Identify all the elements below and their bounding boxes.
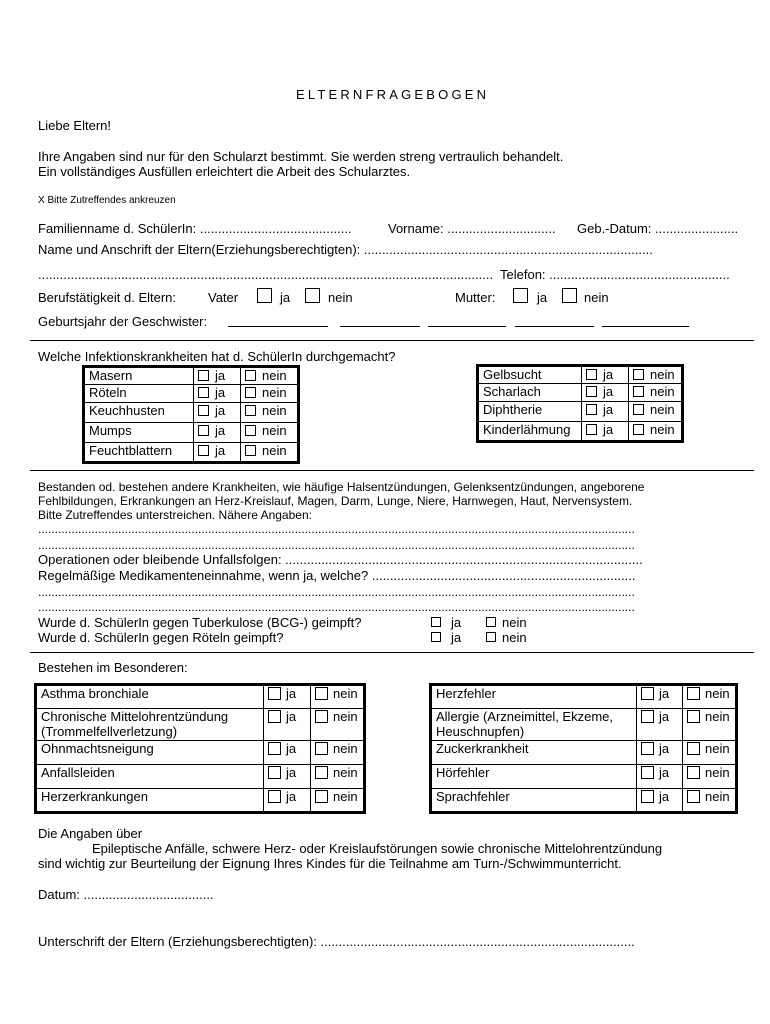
condition-name: Sprachfehler — [431, 789, 637, 813]
checkbox-icon[interactable] — [268, 790, 281, 803]
medication-field[interactable]: Regelmäßige Medikamenteneinnahme, wenn ja, welche? ......................................................................... — [38, 568, 636, 583]
diseases-dots-3[interactable]: ................................................................................................................................................................................... — [38, 585, 635, 599]
condition-name: Herzfehler — [431, 685, 637, 709]
father-yes-checkbox[interactable] — [257, 288, 272, 303]
sibling-line-1[interactable] — [228, 326, 328, 327]
condition-name: Hörfehler — [431, 765, 637, 789]
parents-address-field[interactable]: Name und Anschrift der Eltern(Erziehungsberechtigten): ................................................................................ — [38, 242, 653, 257]
divider — [30, 470, 754, 471]
checkbox-icon[interactable] — [586, 369, 597, 380]
infection-name: Mumps — [84, 423, 194, 443]
checkbox-icon[interactable] — [633, 386, 644, 397]
infection-table-right: Gelbsucht ja nein Scharlach ja nein Diphtherie ja nein Kinderlähmung ja nein — [476, 364, 684, 443]
checkbox-icon[interactable] — [687, 766, 700, 779]
checkbox-icon[interactable] — [198, 387, 209, 398]
checkbox-icon[interactable] — [268, 687, 281, 700]
tb-question: Wurde d. SchülerIn gegen Tuberkulose (BCG-) geimpft? — [38, 615, 362, 630]
checkbox-icon[interactable] — [641, 687, 654, 700]
sibling-line-4[interactable] — [515, 326, 594, 327]
checkbox-icon[interactable] — [268, 742, 281, 755]
infection-name: Diphtherie — [478, 402, 582, 422]
diseases-dots-1[interactable]: ................................................................................................................................................................................... — [38, 522, 635, 536]
checkbox-icon[interactable] — [315, 710, 328, 723]
footer-line-3: sind wichtig zur Beurteilung der Eignung Ihres Kindes für die Teilnahme am Turn-/Schwimmunterricht. — [38, 856, 622, 871]
rubella-no-checkbox[interactable] — [486, 632, 496, 642]
checkbox-icon[interactable] — [641, 742, 654, 755]
checkbox-icon[interactable] — [633, 424, 644, 435]
infection-name: Feuchtblattern — [84, 443, 194, 463]
infection-name: Gelbsucht — [478, 366, 582, 384]
mother-yes-checkbox[interactable] — [513, 288, 528, 303]
checkbox-icon[interactable] — [245, 405, 256, 416]
checkbox-icon[interactable] — [245, 425, 256, 436]
intro-line-2: Ein vollständiges Ausfüllen erleichtert die Arbeit des Schularztes. — [38, 164, 411, 179]
checkbox-icon[interactable] — [315, 742, 328, 755]
checkbox-icon[interactable] — [586, 424, 597, 435]
diseases-line-2: Fehlbildungen, Erkrankungen an Herz-Kreislauf, Magen, Darm, Lunge, Niere, Harnwegen, Haut, Nervensystem. — [38, 494, 633, 508]
infection-name: Keuchhusten — [84, 403, 194, 423]
birth-date-field[interactable]: Geb.-Datum: ....................... — [577, 221, 739, 236]
rubella-yes-checkbox[interactable] — [431, 632, 441, 642]
mother-no-checkbox[interactable] — [562, 288, 577, 303]
mother-label: Mutter: — [455, 290, 496, 305]
diseases-line-3: Bitte Zutreffendes unterstreichen. Nähere Angaben: — [38, 508, 312, 522]
form-title: ELTERNFRAGEBOGEN — [296, 87, 490, 102]
rubella-yes-label: ja — [451, 630, 462, 645]
checkbox-icon[interactable] — [633, 369, 644, 380]
condition-name: Chronische Mittelohrentzündung (Trommelfellverletzung) — [36, 709, 264, 741]
checkbox-icon[interactable] — [687, 687, 700, 700]
checkbox-icon[interactable] — [198, 445, 209, 456]
diseases-dots-4[interactable]: ................................................................................................................................................................................... — [38, 600, 635, 614]
checkbox-icon[interactable] — [641, 766, 654, 779]
divider — [30, 340, 754, 341]
checkbox-icon[interactable] — [641, 790, 654, 803]
checkbox-icon[interactable] — [245, 370, 256, 381]
mother-yes-label: ja — [537, 290, 548, 305]
address-dots[interactable]: .............................................................................................................................. — [38, 267, 494, 282]
rubella-question: Wurde d. SchülerIn gegen Röteln geimpft? — [38, 630, 284, 645]
tb-no-checkbox[interactable] — [486, 617, 496, 627]
checkbox-icon[interactable] — [198, 425, 209, 436]
checkbox-icon[interactable] — [633, 404, 644, 415]
checkbox-icon[interactable] — [687, 790, 700, 803]
operations-field[interactable]: Operationen oder bleibende Unfallsfolgen: ................................................................................................... — [38, 552, 643, 567]
checkbox-icon[interactable] — [687, 742, 700, 755]
checkbox-icon[interactable] — [315, 790, 328, 803]
checkbox-icon[interactable] — [687, 710, 700, 723]
instruction: X Bitte Zutreffendes ankreuzen — [38, 195, 176, 206]
condition-name: Asthma bronchiale — [36, 685, 264, 709]
sibling-line-3[interactable] — [428, 326, 506, 327]
infection-name: Röteln — [84, 385, 194, 403]
father-no-checkbox[interactable] — [305, 288, 320, 303]
special-heading: Bestehen im Besonderen: — [38, 660, 188, 675]
checkbox-icon[interactable] — [245, 445, 256, 456]
checkbox-icon[interactable] — [198, 405, 209, 416]
phone-field[interactable]: Telefon: .................................................. — [500, 267, 730, 282]
infection-name: Masern — [84, 367, 194, 385]
infection-name: Kinderlähmung — [478, 422, 582, 442]
intro-line-1: Ihre Angaben sind nur für den Schularzt bestimmt. Sie werden streng vertraulich behandelt. — [38, 149, 564, 164]
siblings-label: Geburtsjahr der Geschwister: — [38, 314, 208, 329]
special-table-left: Asthma bronchiale ja nein Chronische Mittelohrentzündung (Trommelfellverletzung) ja nein Ohnmachtsneigung ja nein Anfallsleiden ja nein Herzerkrankungen ja nein — [34, 683, 366, 814]
diseases-dots-2[interactable]: ................................................................................................................................................................................... — [38, 538, 635, 552]
condition-name: Ohnmachtsneigung — [36, 741, 264, 765]
father-yes-label: ja — [280, 290, 291, 305]
checkbox-icon[interactable] — [315, 766, 328, 779]
tb-yes-label: ja — [451, 615, 462, 630]
rubella-no-label: nein — [502, 630, 527, 645]
footer-line-1: Die Angaben über — [38, 826, 143, 841]
checkbox-icon[interactable] — [245, 387, 256, 398]
checkbox-icon[interactable] — [268, 710, 281, 723]
footer-line-2: Epileptische Anfälle, schwere Herz- oder Kreislaufstörungen sowie chronische Mittelohrentzündung — [92, 841, 663, 856]
family-name-field[interactable]: Familienname d. SchülerIn: .......................................... — [38, 221, 352, 236]
condition-name: Zuckerkrankheit — [431, 741, 637, 765]
sibling-line-2[interactable] — [340, 326, 420, 327]
tb-no-label: nein — [502, 615, 527, 630]
infection-table-left: Masern ja nein Röteln ja nein Keuchhusten ja nein Mumps ja nein Feuchtblattern ja nein — [82, 365, 300, 464]
tb-yes-checkbox[interactable] — [431, 617, 441, 627]
checkbox-icon[interactable] — [315, 687, 328, 700]
checkbox-icon[interactable] — [268, 766, 281, 779]
condition-name: Herzerkrankungen — [36, 789, 264, 813]
father-no-label: nein — [328, 290, 353, 305]
father-label: Vater — [208, 290, 239, 305]
checkbox-icon[interactable] — [586, 386, 597, 397]
divider — [30, 652, 754, 653]
diseases-line-1: Bestanden od. bestehen andere Krankheiten, wie häufige Halsentzündungen, Gelenksentzündungen, angeborene — [38, 480, 645, 494]
special-table-right: Herzfehler ja nein Allergie (Arzneimittel, Ekzeme, Heuschnupfen) ja nein Zuckerkrankheit ja nein Hörfehler ja nein Sprachfehler ja nein — [429, 683, 738, 814]
infection-question: Welche Infektionskrankheiten hat d. SchülerIn durchgemacht? — [38, 349, 396, 364]
occupation-label: Berufstätigkeit d. Eltern: — [38, 290, 177, 305]
checkbox-icon[interactable] — [586, 404, 597, 415]
first-name-field[interactable]: Vorname: .............................. — [388, 221, 556, 236]
mother-no-label: nein — [584, 290, 609, 305]
condition-name: Anfallsleiden — [36, 765, 264, 789]
sibling-line-5[interactable] — [602, 326, 689, 327]
condition-name: Allergie (Arzneimittel, Ekzeme, Heuschnupfen) — [431, 709, 637, 741]
checkbox-icon[interactable] — [641, 710, 654, 723]
greeting: Liebe Eltern! — [38, 118, 111, 133]
signature-field[interactable]: Unterschrift der Eltern (Erziehungsberechtigten): ....................................................................................... — [38, 934, 635, 949]
infection-name: Scharlach — [478, 384, 582, 402]
checkbox-icon[interactable] — [198, 370, 209, 381]
date-field[interactable]: Datum: .................................... — [38, 887, 214, 902]
